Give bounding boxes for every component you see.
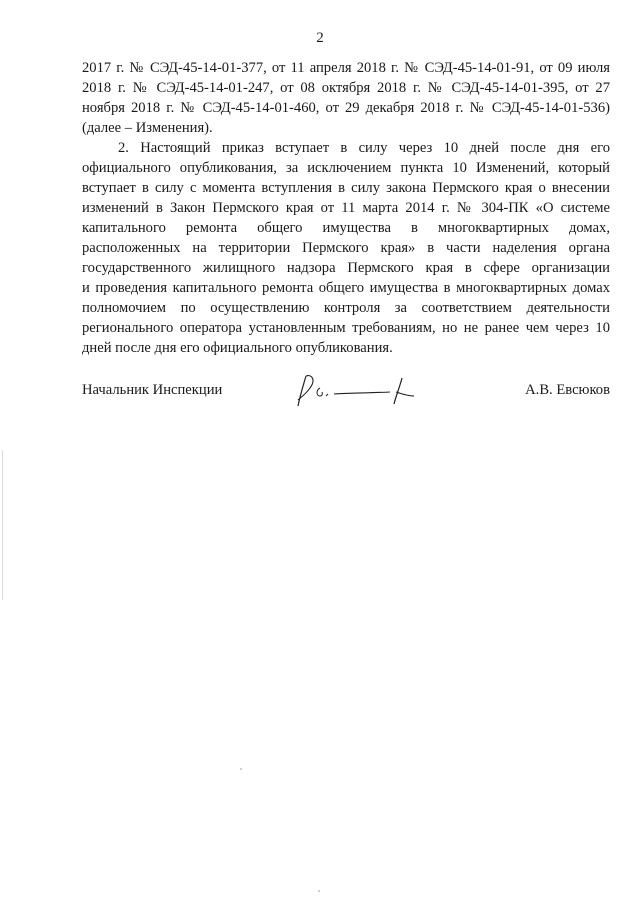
body-line: регионального оператора установленным требованиям, но не ранее чем через 10 [82, 320, 610, 336]
handwritten-signature [290, 370, 430, 410]
scan-speck [318, 890, 320, 892]
body-line: капитального ремонта общего имущества в многоквартирных домах, [82, 220, 610, 236]
body-line: (далее – Изменения). [82, 120, 213, 136]
page-number: 2 [316, 30, 324, 46]
body-line: ноября 2018 г. № СЭД-45-14-01-460, от 29 декабря 2018 г. № СЭД-45-14-01-536) [82, 100, 610, 116]
body-line: расположенных на территории Пермского края» в части наделения органа [82, 240, 610, 256]
signatory-title: Начальник Инспекции [82, 382, 223, 398]
body-line: полномочием по осуществлению контроля за соответствием деятельности [82, 300, 610, 316]
body-line: 2017 г. № СЭД-45-14-01-377, от 11 апреля 2018 г. № СЭД-45-14-01-91, от 09 июля [82, 60, 610, 76]
body-line: и проведения капитального ремонта общего имущества в многоквартирных домах [82, 280, 610, 296]
scan-speck [240, 768, 242, 770]
body-line: 2018 г. № СЭД-45-14-01-247, от 08 октября 2018 г. № СЭД-45-14-01-395, от 27 [82, 80, 610, 96]
body-line: 2. Настоящий приказ вступает в силу через 10 дней после дня его [118, 140, 610, 156]
body-line: государственного жилищного надзора Пермского края в сфере организации [82, 260, 610, 276]
body-line: изменений в Закон Пермского края от 11 марта 2014 г. № 304-ПК «О системе [82, 200, 610, 216]
body-line: вступает в силу с момента вступления в силу закона Пермского края о внесении [82, 180, 610, 196]
scan-margin-line [2, 450, 3, 600]
body-line: официального опубликования, за исключением пункта 10 Изменений, который [82, 160, 610, 176]
signature-block [82, 380, 610, 410]
body-line: дней после дня его официального опубликования. [82, 340, 393, 356]
signatory-name: А.В. Евсюков [525, 382, 610, 398]
